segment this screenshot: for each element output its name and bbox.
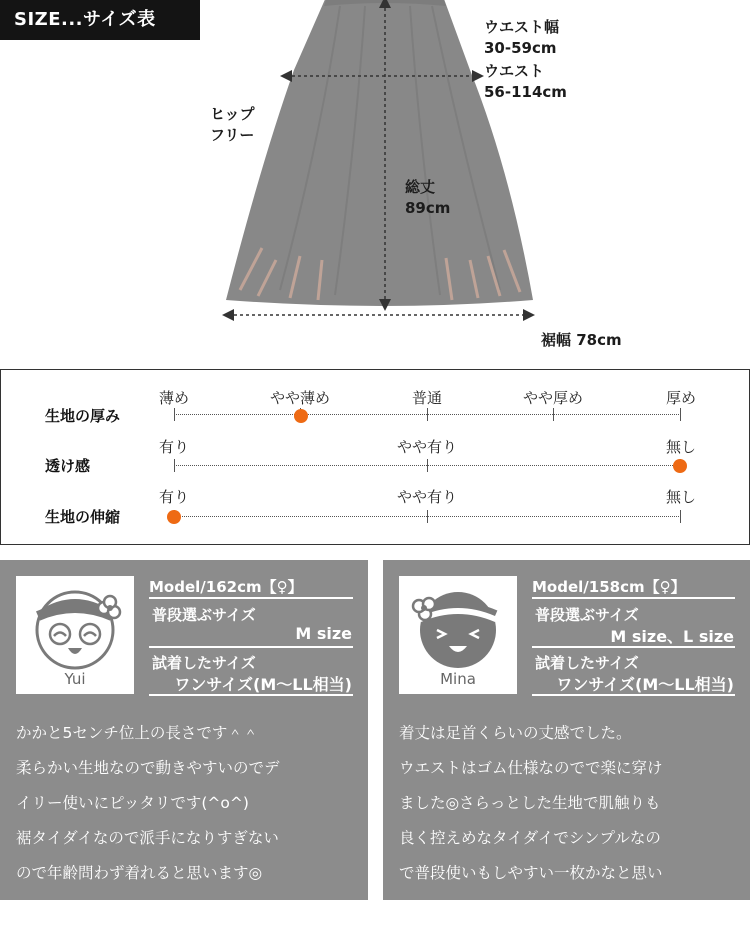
model-card-mina	[383, 560, 750, 917]
model-name: Yui	[64, 670, 86, 688]
tick	[553, 408, 554, 421]
comment-line: 良く控えめなタイダイでシンプルなの	[399, 829, 661, 847]
avatar	[16, 576, 134, 694]
transparency-indicator-dot	[673, 459, 687, 473]
usual-size-label: 普段選ぶサイズ	[535, 606, 639, 624]
thickness-tick-label: 薄め	[158, 389, 190, 407]
waist-width-value: 30-59cm	[484, 39, 557, 57]
transparency-title: 透け感	[45, 457, 91, 475]
thickness-indicator-dot	[294, 409, 308, 423]
stretch-tick-label: 無し	[665, 488, 697, 506]
usual-size-value: M size、L size	[610, 627, 734, 646]
tick	[427, 408, 428, 421]
comment-line: 着丈は足首くらいの丈感でした。	[399, 724, 632, 742]
comment-line: 柔らかい生地なので動きやすいのでデ	[16, 759, 280, 777]
model-name: Mina	[440, 670, 476, 688]
model-comment	[399, 716, 742, 926]
comment-line: で普段使いもしやすい一枚かなと思い	[399, 864, 663, 882]
divider	[532, 694, 735, 696]
waist-label: ウエスト	[484, 62, 545, 80]
comment-line: ます(^-^)	[399, 899, 474, 917]
fabric-scale-panel	[0, 369, 750, 545]
tick	[174, 459, 175, 472]
stretch-indicator-dot	[167, 510, 181, 524]
thickness-title: 生地の厚み	[45, 407, 121, 425]
waist-width-label: ウエスト幅	[484, 18, 560, 36]
stretch-title: 生地の伸縮	[45, 508, 121, 526]
stretch-tick-label: やや有り	[396, 488, 458, 506]
thickness-tick-label: やや薄め	[269, 389, 331, 407]
tried-size-label: 試着したサイズ	[152, 654, 256, 672]
tick	[174, 408, 175, 421]
waist-value: 56-114cm	[484, 83, 567, 101]
divider	[149, 597, 353, 599]
skirt-photo	[0, 0, 750, 325]
hip-label: ヒップ	[210, 105, 255, 123]
divider	[532, 646, 735, 648]
length-label: 総丈	[405, 178, 436, 196]
thickness-tick-label: 普通	[411, 389, 443, 407]
comment-line: かかと5センチ位上の長さです＾＾	[16, 724, 259, 742]
comment-line: ので年齢問わず着れると思います◎	[16, 864, 263, 882]
stretch-tick-label: 有り	[158, 488, 190, 506]
divider	[149, 646, 353, 648]
hem-width-label: 裾幅 78cm	[541, 331, 622, 349]
transparency-tick-label: やや有り	[396, 438, 458, 456]
usual-size-label: 普段選ぶサイズ	[152, 606, 256, 624]
comment-line: ウエストはゴム仕様なのでで楽に穿け	[399, 759, 663, 777]
comment-line: 裾タイダイなので派手になりすぎない	[16, 829, 279, 847]
comment-line: ました◎さらっとした生地で肌触りも	[399, 794, 661, 812]
transparency-tick-label: 無し	[665, 438, 697, 456]
tick	[680, 510, 681, 523]
model-comment	[16, 716, 360, 891]
tick	[427, 510, 428, 523]
tick	[680, 408, 681, 421]
divider	[532, 597, 735, 599]
comment-line: イリー使いにピッタリです(^o^)	[16, 794, 249, 812]
divider	[149, 694, 353, 696]
length-value: 89cm	[405, 199, 451, 217]
hip-value: フリー	[210, 126, 255, 144]
model-height: Model/158cm【♀】	[532, 578, 686, 596]
transparency-tick-label: 有り	[158, 438, 190, 456]
tried-size-label: 試着したサイズ	[535, 654, 639, 672]
model-height: Model/162cm【♀】	[149, 578, 303, 596]
size-chart-title: SIZE...サイズ表	[0, 0, 200, 40]
tick	[427, 459, 428, 472]
tried-size-value: ワンサイズ(M〜LL相当)	[174, 675, 352, 694]
tried-size-value: ワンサイズ(M〜LL相当)	[556, 675, 734, 694]
thickness-tick-label: やや厚め	[522, 389, 584, 407]
model-card-yui	[0, 560, 368, 900]
thickness-tick-label: 厚め	[665, 389, 697, 407]
avatar	[399, 576, 517, 694]
usual-size-value: M size	[295, 624, 352, 643]
